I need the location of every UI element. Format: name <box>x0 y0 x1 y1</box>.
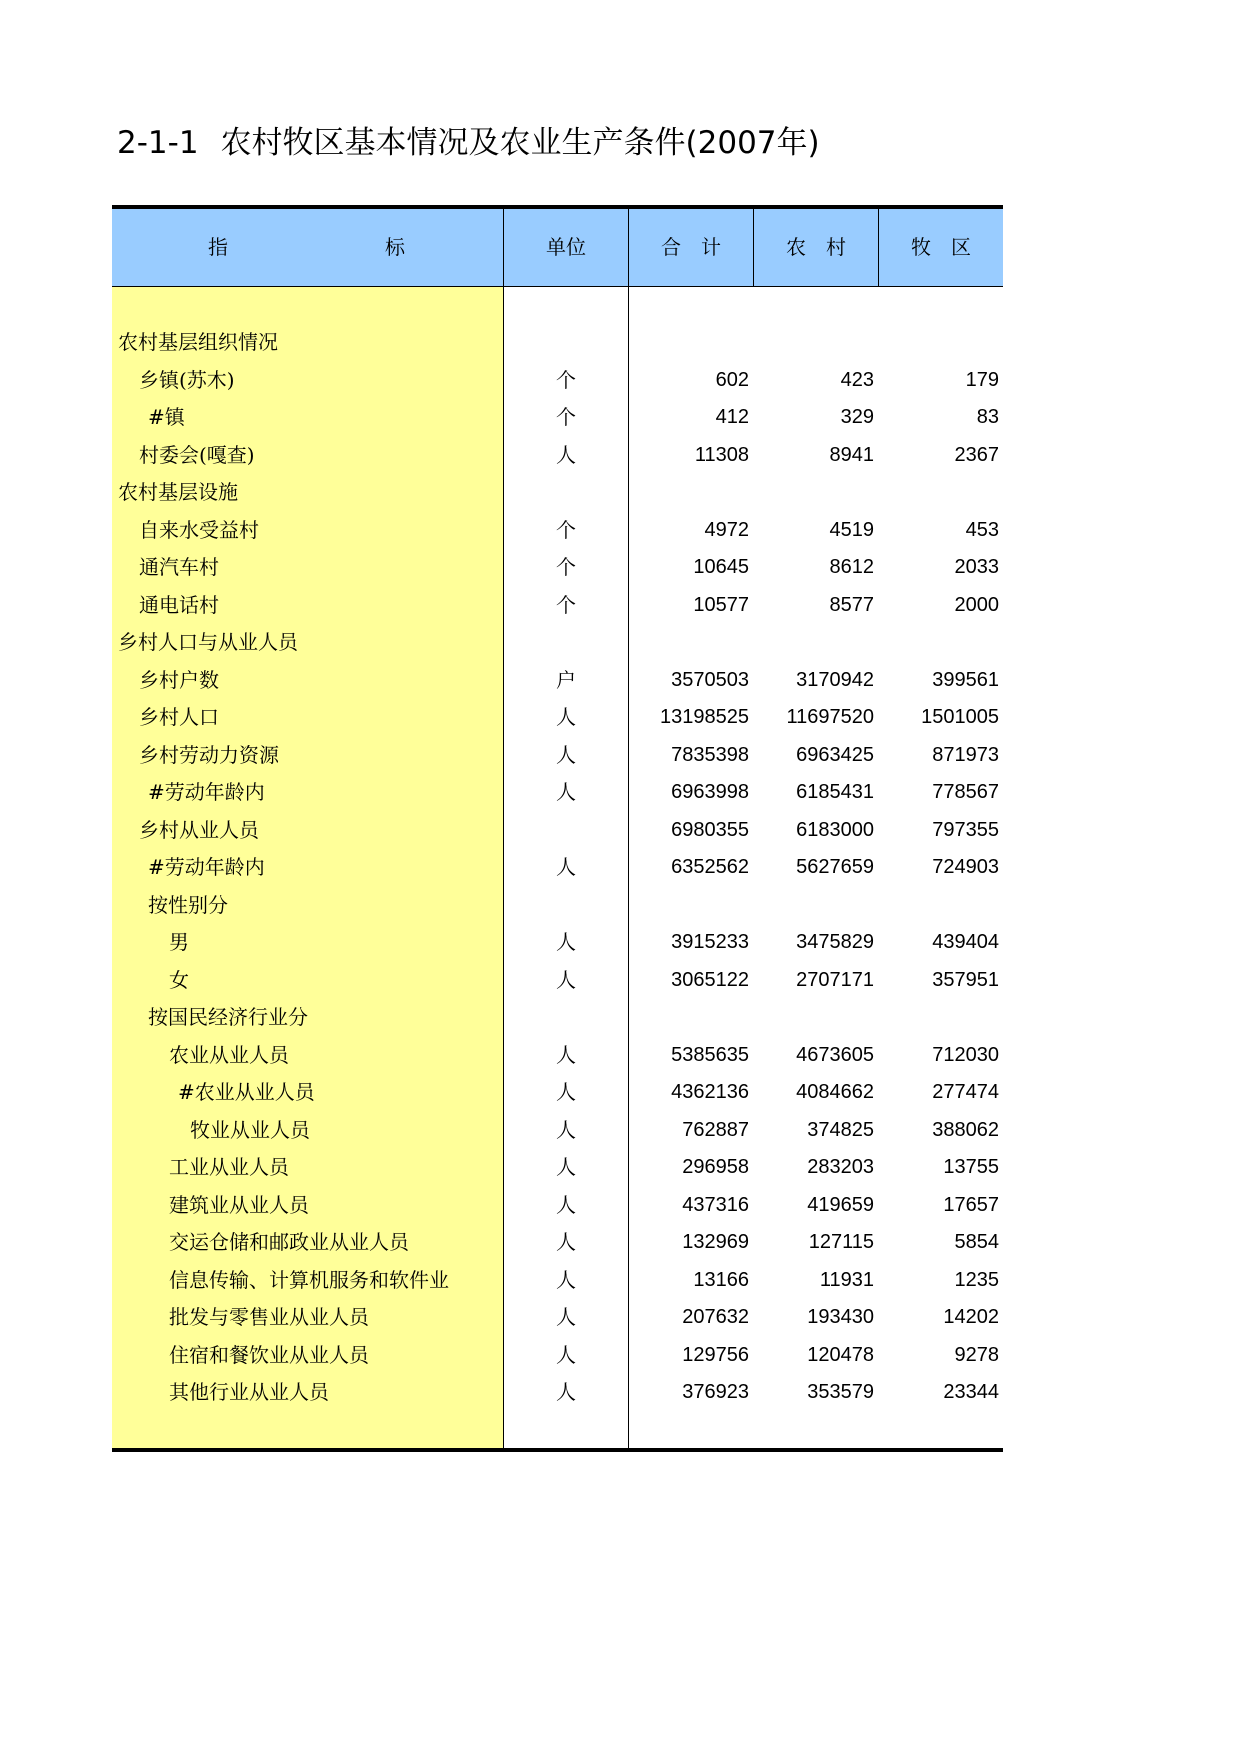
total-cell: 3915233 <box>671 931 749 953</box>
header-indicator-right: 标 <box>385 235 405 259</box>
pastoral-cell: 399561 <box>932 668 999 691</box>
unit-cell <box>504 624 628 662</box>
rural-cell: 120478 <box>807 1343 874 1366</box>
rural-cell: 11697520 <box>786 706 874 728</box>
unit-cell: 人 <box>556 1267 576 1292</box>
indicator-label: #农业从业人员 <box>178 1080 315 1104</box>
pastoral-cell: 17657 <box>943 1193 999 1216</box>
pastoral-cell: 2367 <box>954 443 999 466</box>
table-row <box>112 812 1003 850</box>
total-cell: 762887 <box>682 1118 749 1141</box>
rural-cell: 5627659 <box>796 856 874 878</box>
rural-cell: 6185431 <box>796 781 874 803</box>
table-row <box>112 587 1003 625</box>
indicator-label: #劳动年龄内 <box>148 855 265 879</box>
table-row <box>112 1149 1003 1187</box>
unit-cell: 人 <box>556 442 576 467</box>
indicator-label: 自来水受益村 <box>139 517 259 542</box>
table-row <box>112 1187 1003 1225</box>
rural-cell: 3170942 <box>796 668 874 691</box>
indicator-label: 交运仓储和邮政业从业人员 <box>169 1230 409 1254</box>
unit-cell: 人 <box>556 780 576 804</box>
pastoral-cell: 724903 <box>932 856 999 878</box>
table-row <box>112 699 1003 737</box>
total-cell: 5385635 <box>671 1043 749 1066</box>
pastoral-cell: 871973 <box>932 743 999 766</box>
total-cell: 4362136 <box>671 1081 749 1103</box>
total-cell: 7835398 <box>671 743 749 766</box>
rural-cell: 127115 <box>808 1231 874 1253</box>
unit-cell: 人 <box>556 1042 576 1067</box>
indicator-label: 乡镇(苏木) <box>139 367 235 392</box>
rural-cell: 4084662 <box>796 1081 874 1103</box>
indicator-label: 女 <box>169 967 189 992</box>
indicator-label: 村委会(嘎查) <box>139 442 255 467</box>
indicator-label: 其他行业从业人员 <box>169 1380 329 1404</box>
table-row <box>112 1337 1003 1375</box>
pastoral-cell: 83 <box>976 406 999 428</box>
table-row <box>112 474 1003 512</box>
pastoral-cell <box>879 474 999 512</box>
unit-cell: 人 <box>556 1155 576 1179</box>
rural-cell <box>754 474 874 512</box>
header-total: 合 计 <box>661 235 721 259</box>
table-row <box>112 437 1003 475</box>
total-cell: 3570503 <box>671 668 749 691</box>
indicator-label: 住宿和餐饮业从业人员 <box>169 1342 369 1367</box>
table-code: 2-1-1 <box>117 125 199 161</box>
indicator-label: 建筑业从业人员 <box>169 1192 309 1217</box>
header-indicator-left: 指 <box>208 235 228 259</box>
total-cell: 207632 <box>682 1306 749 1328</box>
unit-cell: 人 <box>556 1230 576 1254</box>
table-row <box>112 1224 1003 1262</box>
pastoral-cell: 1501005 <box>921 706 999 728</box>
table-row <box>112 1374 1003 1412</box>
total-cell: 13166 <box>693 1268 749 1291</box>
pastoral-cell: 712030 <box>932 1043 999 1066</box>
table-row <box>112 324 1003 362</box>
total-cell: 129756 <box>682 1343 749 1366</box>
unit-cell: 个 <box>556 517 576 542</box>
indicator-label: 乡村人口 <box>139 705 219 729</box>
table-row <box>112 999 1003 1037</box>
total-cell: 13198525 <box>660 706 749 728</box>
header-indicator <box>112 209 503 286</box>
rural-cell: 193430 <box>807 1306 874 1328</box>
table-row <box>112 512 1003 550</box>
unit-cell: 人 <box>556 855 576 879</box>
unit-cell: 个 <box>556 555 576 579</box>
rural-cell: 419659 <box>807 1193 874 1216</box>
rural-cell <box>754 624 874 662</box>
rural-cell: 374825 <box>807 1118 874 1141</box>
table-row <box>112 1074 1003 1112</box>
unit-cell <box>504 887 628 925</box>
unit-cell: 人 <box>556 1342 576 1367</box>
unit-cell: 人 <box>556 742 576 767</box>
indicator-label: 农村基层组织情况 <box>118 330 278 354</box>
total-cell: 6980355 <box>671 818 749 841</box>
total-cell: 437316 <box>682 1193 749 1216</box>
rural-cell: 423 <box>840 368 874 391</box>
table-row <box>112 774 1003 812</box>
table-row <box>112 1112 1003 1150</box>
table-row <box>112 737 1003 775</box>
pastoral-cell: 179 <box>965 368 999 391</box>
pastoral-cell: 453 <box>965 518 999 541</box>
table-row <box>112 1037 1003 1075</box>
pastoral-cell <box>879 624 999 662</box>
rural-cell: 283203 <box>807 1156 874 1178</box>
statistics-table <box>112 205 1003 1452</box>
rural-cell: 3475829 <box>796 931 874 953</box>
pastoral-cell: 1235 <box>954 1268 999 1291</box>
total-cell: 6963998 <box>671 781 749 803</box>
indicator-label: 男 <box>169 930 189 954</box>
unit-cell <box>504 812 628 850</box>
header-rural: 农 村 <box>786 235 846 259</box>
rural-cell: 11931 <box>819 1268 874 1291</box>
header-unit: 单位 <box>546 235 586 259</box>
unit-cell <box>504 999 628 1037</box>
total-cell <box>629 999 749 1037</box>
pastoral-cell: 23344 <box>943 1381 999 1403</box>
rural-cell: 353579 <box>807 1381 874 1403</box>
unit-cell: 人 <box>556 1080 576 1104</box>
unit-cell: 人 <box>556 1305 576 1329</box>
table-row <box>112 1299 1003 1337</box>
table-row <box>112 962 1003 1000</box>
indicator-label: 乡村从业人员 <box>139 817 259 842</box>
total-cell <box>629 474 749 512</box>
table-bottom-rule <box>112 1448 1003 1452</box>
table-row <box>112 662 1003 700</box>
unit-cell: 个 <box>556 592 576 617</box>
indicator-label: #劳动年龄内 <box>148 780 265 804</box>
table-header <box>112 209 1003 287</box>
pastoral-cell: 797355 <box>932 818 999 841</box>
indicator-label: 按国民经济行业分 <box>148 1005 308 1029</box>
total-cell: 11308 <box>694 443 749 466</box>
table-title: 农村牧区基本情况及农业生产条件(2007年) <box>220 125 820 161</box>
pastoral-cell <box>879 324 999 362</box>
rural-cell: 6183000 <box>796 818 874 841</box>
page-title <box>117 121 820 165</box>
indicator-label: 农业从业人员 <box>169 1042 289 1067</box>
rural-cell: 4519 <box>829 518 874 541</box>
rural-cell <box>754 887 874 925</box>
indicator-label: 信息传输、计算机服务和软件业 <box>169 1267 449 1292</box>
unit-cell: 人 <box>556 1192 576 1217</box>
pastoral-cell: 357951 <box>932 968 999 991</box>
total-cell: 602 <box>715 368 749 391</box>
indicator-label: 按性别分 <box>148 892 228 917</box>
total-cell: 132969 <box>682 1231 749 1253</box>
unit-cell: 户 <box>556 667 576 692</box>
rural-cell: 329 <box>840 406 874 428</box>
unit-cell <box>504 474 628 512</box>
total-cell <box>629 324 749 362</box>
pastoral-cell: 778567 <box>932 781 999 803</box>
rural-cell: 2707171 <box>796 968 874 991</box>
rural-cell: 8612 <box>829 556 874 578</box>
pastoral-cell <box>879 999 999 1037</box>
indicator-label: 乡村户数 <box>139 667 219 692</box>
indicator-label: #镇 <box>148 405 185 429</box>
pastoral-cell: 14202 <box>943 1306 999 1328</box>
indicator-label: 牧业从业人员 <box>190 1117 310 1142</box>
pastoral-cell: 13755 <box>943 1156 999 1178</box>
unit-cell: 人 <box>556 930 576 954</box>
rural-cell: 4673605 <box>796 1043 874 1066</box>
pastoral-cell: 439404 <box>932 931 999 953</box>
unit-cell <box>504 324 628 362</box>
unit-cell: 个 <box>556 405 576 429</box>
table-row <box>112 924 1003 962</box>
indicator-label: 通电话村 <box>139 592 219 617</box>
table-row <box>112 849 1003 887</box>
total-cell <box>629 887 749 925</box>
total-cell: 6352562 <box>671 856 749 878</box>
rural-cell <box>754 999 874 1037</box>
unit-cell: 人 <box>556 1117 576 1142</box>
total-cell: 296958 <box>682 1156 749 1178</box>
pastoral-cell: 2000 <box>954 593 999 616</box>
total-cell: 10645 <box>693 556 749 578</box>
unit-cell: 人 <box>556 1380 576 1404</box>
indicator-label: 批发与零售业从业人员 <box>169 1305 369 1329</box>
indicator-label: 乡村劳动力资源 <box>139 742 279 767</box>
table-row <box>112 549 1003 587</box>
unit-cell: 人 <box>556 705 576 729</box>
indicator-label: 乡村人口与从业人员 <box>118 630 298 654</box>
total-cell: 3065122 <box>671 968 749 991</box>
pastoral-cell: 277474 <box>932 1081 999 1103</box>
rural-cell <box>754 324 874 362</box>
rural-cell: 8941 <box>829 443 874 466</box>
pastoral-cell <box>879 887 999 925</box>
indicator-label: 工业从业人员 <box>169 1155 289 1179</box>
table-row <box>112 624 1003 662</box>
pastoral-cell: 388062 <box>932 1118 999 1141</box>
table-row <box>112 362 1003 400</box>
rural-cell: 8577 <box>829 593 874 616</box>
table-row <box>112 1262 1003 1300</box>
rural-cell: 6963425 <box>796 743 874 766</box>
pastoral-cell: 5854 <box>954 1231 999 1253</box>
indicator-label: 通汽车村 <box>139 555 219 579</box>
table-row <box>112 887 1003 925</box>
indicator-label: 农村基层设施 <box>118 480 238 504</box>
total-cell: 4972 <box>704 518 749 541</box>
total-cell: 412 <box>715 406 749 428</box>
header-pastoral: 牧 区 <box>911 235 971 259</box>
total-cell: 10577 <box>693 593 749 616</box>
total-cell <box>629 624 749 662</box>
pastoral-cell: 9278 <box>954 1343 999 1366</box>
table-row <box>112 399 1003 437</box>
pastoral-cell: 2033 <box>954 556 999 578</box>
unit-cell: 个 <box>556 367 576 392</box>
unit-cell: 人 <box>556 967 576 992</box>
total-cell: 376923 <box>682 1381 749 1403</box>
